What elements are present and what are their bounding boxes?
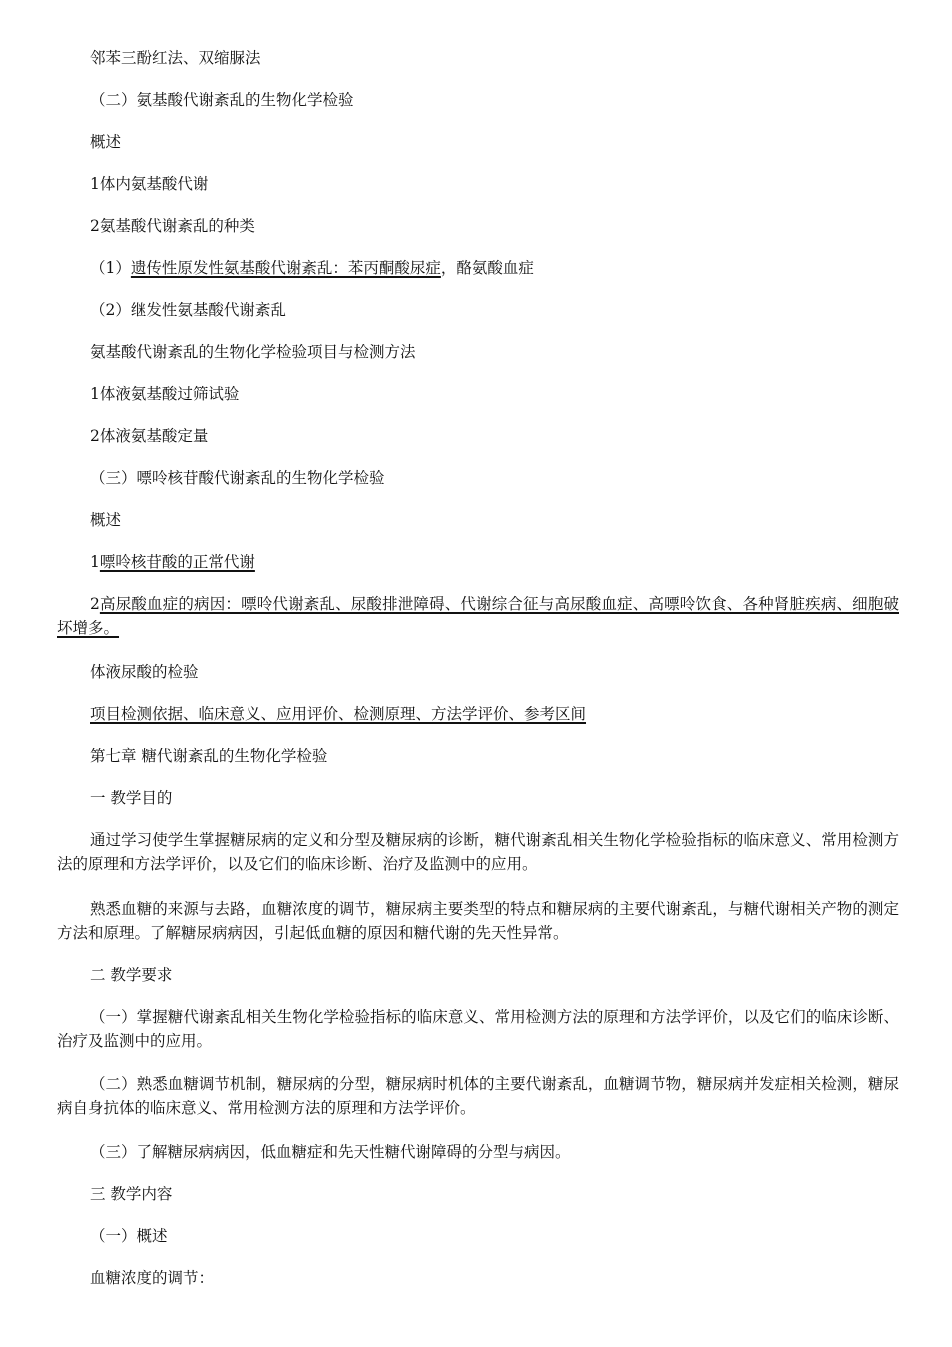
paragraph: 通过学习使学生掌握糖尿病的定义和分型及糖尿病的诊断，糖代谢紊乱相关生物化学检验指标的临床意义、常用检测方法的原理和方法学评价，以及它们的临床诊断、治疗及监测中的应用。 — [57, 831, 899, 873]
text-line — [90, 552, 255, 572]
paragraph — [57, 592, 899, 640]
section-heading: （二）氨基酸代谢紊乱的生物化学检验 — [90, 91, 354, 109]
text-line: 邻苯三酚红法、双缩脲法 — [90, 49, 261, 67]
text-line: 2体液氨基酸定量 — [90, 427, 209, 445]
text-line: 1体内氨基酸代谢 — [90, 175, 209, 193]
section-heading: 二 教学要求 — [90, 966, 173, 984]
text-line — [90, 704, 586, 724]
subheading: （一）概述 — [90, 1227, 168, 1245]
section-heading: 一 教学目的 — [90, 789, 173, 807]
line-prefix: 1 — [90, 553, 100, 571]
underlined-text: 项目检测依据、临床意义、应用评价、检测原理、方法学评价、参考区间 — [90, 705, 587, 723]
subheading: 体液尿酸的检验 — [90, 663, 199, 681]
paragraph: 熟悉血糖的来源与去路，血糖浓度的调节，糖尿病主要类型的特点和糖尿病的主要代谢紊乱，与糖代谢相关产物的测定方法和原理。了解糖尿病病因，引起低血糖的原因和糖代谢的先天性异常。 — [57, 900, 899, 942]
chapter-title: 第七章 糖代谢紊乱的生物化学检验 — [90, 747, 328, 765]
underlined-text: 高尿酸血症的病因：嘌呤代谢紊乱、尿酸排泄障碍、代谢综合征与高尿酸血症、高嘌呤饮食、各种肾脏疾病、细胞破坏增多。 — [57, 595, 899, 637]
section-heading: 三 教学内容 — [90, 1185, 173, 1203]
text-line: （2）继发性氨基酸代谢紊乱 — [90, 301, 286, 319]
underlined-text: 遗传性原发性氨基酸代谢紊乱：苯丙酮酸尿症 — [130, 259, 441, 277]
text-line — [90, 258, 534, 278]
paragraph: （一）掌握糖代谢紊乱相关生物化学检验指标的临床意义、常用检测方法的原理和方法学评价，以及它们的临床诊断、治疗及监测中的应用。 — [57, 1008, 899, 1050]
line-suffix: ，酪氨酸血症 — [440, 259, 534, 277]
text-line: 血糖浓度的调节： — [90, 1269, 215, 1287]
text-line: 2氨基酸代谢紊乱的种类 — [90, 217, 255, 235]
text-line: 1体液氨基酸过筛试验 — [90, 385, 240, 403]
underlined-text: 嘌呤核苷酸的正常代谢 — [99, 553, 255, 571]
text-line: （三）了解糖尿病病因，低血糖症和先天性糖代谢障碍的分型与病因。 — [90, 1143, 571, 1161]
subheading: 概述 — [90, 511, 122, 529]
line-prefix: （1） — [90, 259, 131, 277]
subheading: 概述 — [90, 133, 122, 151]
paragraph: （二）熟悉血糖调节机制，糖尿病的分型，糖尿病时机体的主要代谢紊乱，血糖调节物，糖尿病并发症相关检测，糖尿病自身抗体的临床意义、常用检测方法的原理和方法学评价。 — [57, 1075, 899, 1117]
section-heading: （三）嘌呤核苷酸代谢紊乱的生物化学检验 — [90, 469, 385, 487]
line-prefix: 2 — [90, 595, 100, 613]
subheading: 氨基酸代谢紊乱的生物化学检验项目与检测方法 — [90, 343, 416, 361]
